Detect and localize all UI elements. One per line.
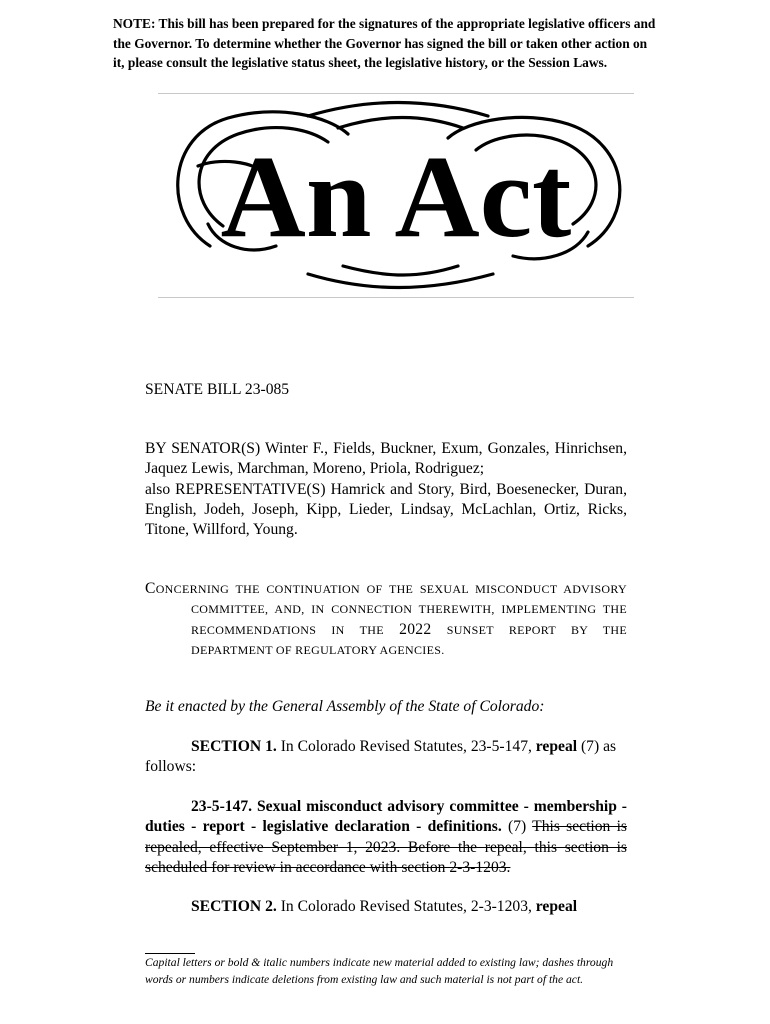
- senate-sponsors: BY SENATOR(S) Winter F., Fields, Buckner, Exum, Gonzales, Hinrichsen, Jaquez Lewis, Marchman, Moreno, Priola, Rodriguez;: [145, 440, 627, 478]
- statute-23-5-147: [145, 797, 627, 878]
- section-1-text-b: (7) as follows:: [145, 738, 617, 776]
- title-year: 2022: [399, 620, 432, 638]
- section-1-heading: SECTION 1.: [191, 738, 277, 755]
- an-act-logo-text: An Act: [220, 131, 572, 262]
- section-1-text-a: In Colorado Revised Statutes, 23-5-147,: [276, 738, 536, 755]
- title-drop-cap: C: [145, 580, 156, 597]
- legislative-note: NOTE: This bill has been prepared for the signatures of the appropriate legislative officers and the Governor. To determine whether the Governor has signed the bill or taken other action on it, please consult the legislative status sheet, the legislative history, or the Session Laws.: [113, 16, 656, 70]
- header-rule-bottom: [158, 297, 634, 298]
- section-1: [145, 737, 627, 778]
- an-act-logo: [158, 96, 634, 296]
- title-part-1: ONCERNING THE CONTINUATION OF THE SEXUAL MISCONDUCT ADVISORY COMMITTEE, AND, IN CONNECTION THEREWITH, IMPLEMENTING THE RECOMMENDATIONS IN THE: [155, 582, 627, 637]
- footnote-rule: [145, 953, 195, 954]
- enacting-clause: Be it enacted by the General Assembly of the State of Colorado:: [145, 698, 545, 715]
- section-2-text-a: In Colorado Revised Statutes, 2-3-1203,: [276, 898, 536, 915]
- statute-heading: 23-5-147. Sexual misconduct advisory committee - membership - duties - report - legislative declaration - definitions.: [145, 798, 627, 836]
- title-part-2: SUNSET REPORT BY THE DEPARTMENT OF REGULATORY AGENCIES.: [191, 622, 627, 657]
- bill-title: [145, 579, 627, 660]
- header-rule-top: [158, 93, 634, 94]
- sponsors: [145, 439, 627, 540]
- section-2: [145, 897, 627, 917]
- struck-text: This section is repealed, effective September 1, 2023. Before the repeal, this section is scheduled for review in accordance with section 2-3-1203.: [145, 818, 628, 876]
- bill-number: SENATE BILL 23-085: [145, 381, 290, 398]
- house-sponsors: also REPRESENTATIVE(S) Hamrick and Story, Bird, Boesenecker, Duran, English, Jodeh, Joseph, Kipp, Lieder, Lindsay, McLachlan, Ortiz, Ricks, Titone, Willford, Young.: [145, 480, 627, 539]
- footnote: Capital letters or bold & italic numbers indicate new material added to existing law; dashes through words or numbers indicate deletions from existing law and such material is not part of the act.: [145, 956, 614, 986]
- section-1-repeal: repeal: [535, 738, 578, 755]
- section-2-heading: SECTION 2.: [191, 898, 277, 915]
- section-2-repeal: repeal: [535, 898, 578, 915]
- statute-subsection: (7): [501, 818, 533, 836]
